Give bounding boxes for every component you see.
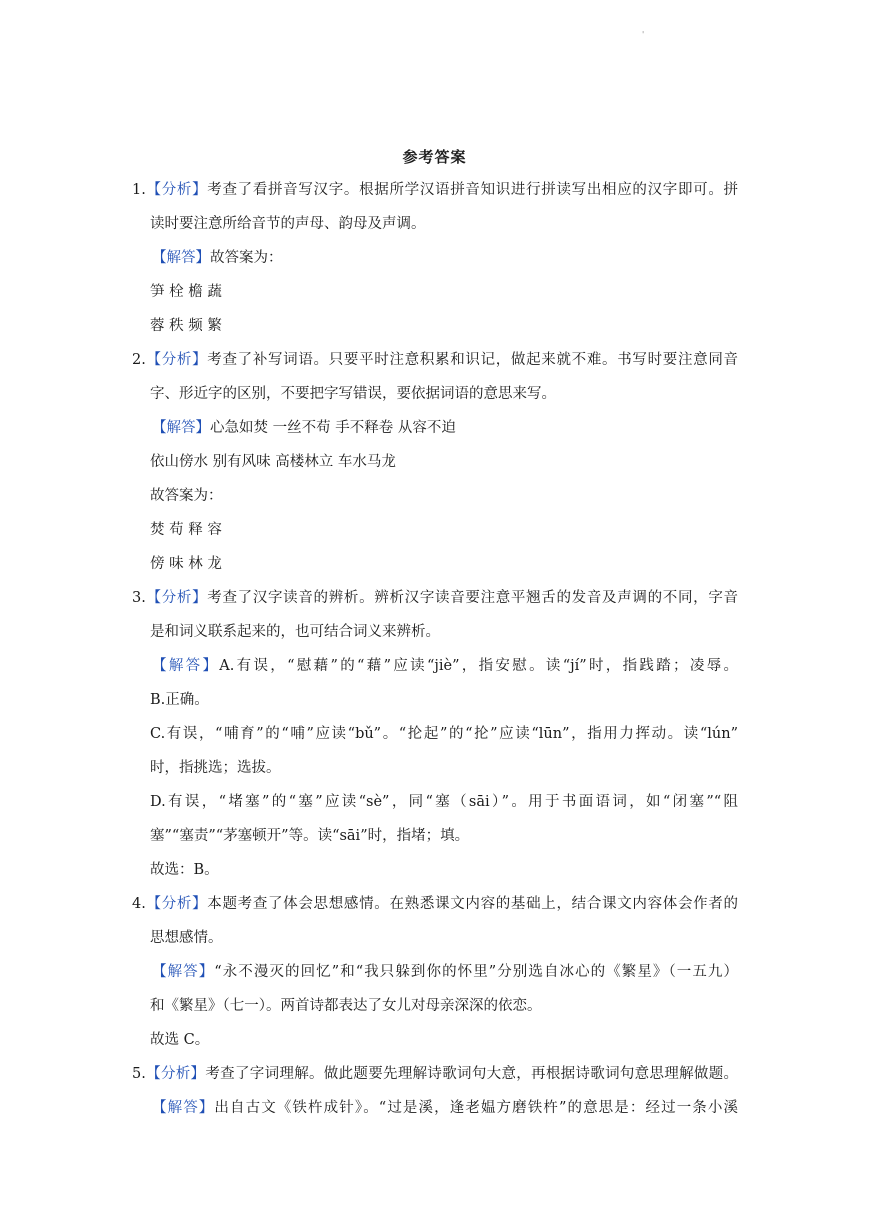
answer-tag: 【解答】	[152, 964, 215, 980]
analysis-tag: 【分析】	[145, 896, 208, 912]
analysis-tag: 【分析】	[145, 352, 208, 368]
q2-answer-line-1: 【解答】心急如焚 一丝不苟 手不释卷 从容不迫	[152, 420, 456, 436]
q4-answer-line-3: 故选 C。	[150, 1032, 210, 1048]
q5-answer-line-1: 【解答】出自古文《铁杵成针》。“过是溪，逢老媪方磨铁杵”的意思是：经过一条小溪	[152, 1100, 739, 1116]
q4-analysis-line-2: 思想感情。	[150, 930, 223, 946]
q4-answer-line-2: 和《繁星》（七一）。两首诗都表达了女儿对母亲深深的依恋。	[150, 998, 542, 1014]
q2-analysis-line-1: 2.【分析】考查了补写词语。只要平时注意积累和识记，做起来就不难。书写时要注意同音	[132, 352, 739, 368]
q2-answer-row-2: 傍 味 林 龙	[150, 556, 222, 572]
q3-answer-line-2: B.正确。	[150, 692, 209, 708]
q1-answer-row-1: 笋 栓 檐 蔬	[150, 284, 222, 300]
q3-analysis-line-1: 3.【分析】考查了汉字读音的辨析。辨析汉字读音要注意平翘舌的发音及声调的不同，字音	[132, 590, 739, 606]
q1-answer-line-1: 【解答】故答案为：	[152, 250, 283, 266]
analysis-tag: 【分析】	[145, 590, 208, 606]
q1-analysis-line-1: 1.【分析】考查了看拼音写汉字。根据所学汉语拼音知识进行拼读写出相应的汉字即可。拼	[132, 182, 739, 198]
q3-answer-line-3: C.有误，“哺育”的“哺”应读“bǔ”。“抡起”的“抡”应读“lūn”，指用力挥动。读“lún”	[150, 726, 738, 742]
q2-analysis-line-2: 字、形近字的区别，不要把字写错误，要依据词语的意思来写。	[150, 386, 556, 402]
q1-analysis-line-2: 读时要注意所给音节的声母、韵母及声调。	[150, 216, 426, 232]
q3-answer-line-1: 【解答】A.有误，“慰藉”的“藉”应读“jiè”，指安慰。读“jí”时，指践踏；凌辱。	[152, 658, 739, 674]
page-title: 参考答案	[402, 148, 467, 166]
answer-tag: 【解答】	[152, 250, 210, 266]
q3-answer-line-6: 塞”“塞责”“茅塞顿开”等。读“sāi”时，指堵；填。	[150, 828, 470, 844]
q4-answer-line-1: 【解答】“永不漫灭的回忆”和“我只躲到你的怀里”分别选自冰心的《繁星》（一五九）	[152, 964, 738, 980]
answer-tag: 【解答】	[152, 658, 220, 674]
q3-answer-line-7: 故选：B。	[150, 862, 219, 878]
answer-tag: 【解答】	[152, 420, 210, 436]
q5-analysis-line-1: 5.【分析】考查了字词理解。做此题要先理解诗歌词句大意，再根据诗歌词句意思理解做题。	[132, 1066, 739, 1082]
analysis-tag: 【分析】	[145, 182, 208, 198]
q2-answer-line-3: 故答案为：	[150, 488, 223, 504]
q3-answer-line-5: D.有误，“堵塞”的“塞”应读“sè”，同“塞（sāi）”。用于书面语词，如“闭塞”“阻	[150, 794, 738, 810]
q2-answer-row-1: 焚 苟 释 容	[150, 522, 222, 538]
q3-analysis-line-2: 是和词义联系起来的，也可结合词义来辨析。	[150, 624, 440, 640]
q2-answer-line-2: 依山傍水 别有风味 高楼林立 车水马龙	[150, 454, 396, 470]
header-mark: '	[642, 30, 645, 39]
answer-tag: 【解答】	[152, 1100, 215, 1116]
q4-analysis-line-1: 4.【分析】本题考查了体会思想感情。在熟悉课文内容的基础上，结合课文内容体会作者的	[132, 896, 739, 912]
q3-answer-line-4: 时，指挑选；选拔。	[150, 760, 281, 776]
analysis-tag: 【分析】	[145, 1066, 206, 1082]
q1-answer-row-2: 蓉 秩 频 繁	[150, 318, 222, 334]
